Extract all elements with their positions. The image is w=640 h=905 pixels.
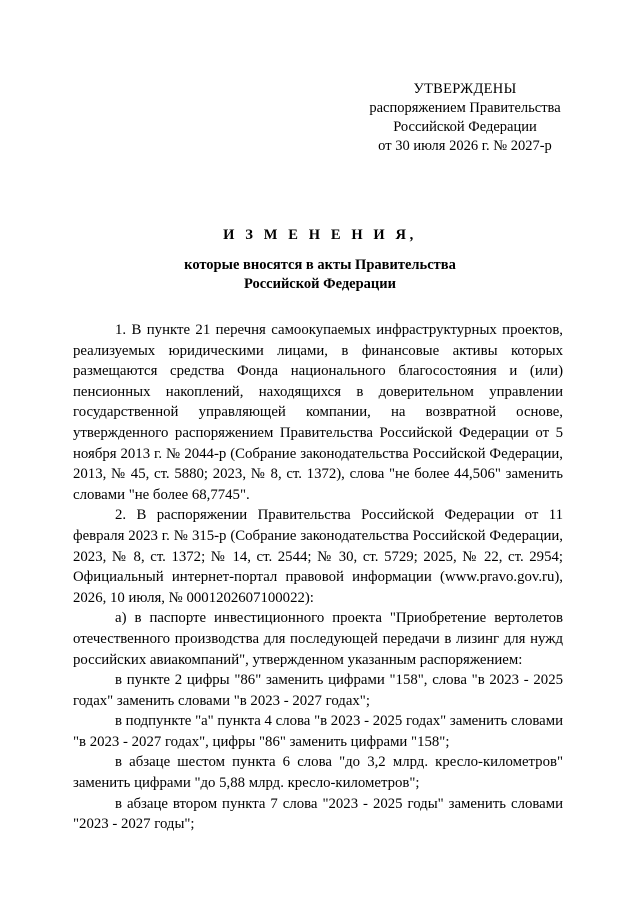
- paragraph-2: 2. В распоряжении Правительства Российской Федерации от 11 февраля 2023 г. № 315-р (Собрание законодательства Российской Федерации, 2023, № 8, ст. 1372; № 14, ст. 2544; № 30, ст. 5729; 2025, № 22, ст. 2954; Официальный интернет-портал правовой информации (www.pravo.gov.ru), 2026, 10 июля, № 0001202607100022):: [73, 507, 563, 606]
- paragraph-1: 1. В пункте 21 перечня самоокупаемых инфраструктурных проектов, реализуемых юридическими лицами, в финансовые активы которых размещаются средства Фонда национального благосостояния и (или) пенсионных накоплений, находящихся в доверительном управлении государственной управляющей компании, на возвратной основе, утвержденного распоряжением Правительства Российской Федерации от 5 ноября 2013 г. № 2044-р (Собрание законодательства Российской Федерации, 2013, № 45, ст. 5880; 2023, № 8, ст. 1372), слова "не более 44,506" заменить словами "не более 68,7745".: [73, 322, 563, 503]
- paragraph-item-4: в абзаце втором пункта 7 слова "2023 - 2025 годы" заменить словами "2023 - 2027 годы";: [73, 795, 563, 833]
- approval-line-3: от 30 июля 2026 г. № 2027-р: [378, 138, 552, 154]
- approval-stamp: [340, 80, 590, 156]
- title-subline-1: которые вносятся в акты Правительства: [184, 257, 456, 273]
- approval-line-2: Российской Федерации: [393, 119, 537, 135]
- document-body: [73, 320, 563, 835]
- paragraph-item-2: в подпункте "а" пункта 4 слова "в 2023 - 2025 годах" заменить словами "в 2023 - 2027 годах", цифры "86" заменить цифрами "158";: [73, 713, 563, 750]
- approval-heading: УТВЕРЖДЕНЫ: [413, 81, 517, 97]
- title-main: И З М Е Н Е Н И Я,: [223, 227, 417, 243]
- title-subline-2: Российской Федерации: [243, 276, 396, 292]
- paragraph-item-3: в абзаце шестом пункта 6 слова "до 3,2 млрд. кресло-километров" заменить цифрами "до 5,88 млрд. кресло-километров";: [73, 754, 563, 792]
- paragraph-item-1: в пункте 2 цифры "86" заменить цифрами "158", слова "в 2023 - 2025 годах" заменить словами "в 2023 - 2027 годах";: [73, 672, 563, 709]
- document-title: [0, 226, 640, 294]
- paragraph-2a: а) в паспорте инвестиционного проекта "Приобретение вертолетов отечественного производства для последующей передачи в лизинг для нужд российских авиакомпаний", утвержденном указанным распоряжением:: [73, 610, 563, 668]
- approval-line-1: распоряжением Правительства: [369, 100, 561, 116]
